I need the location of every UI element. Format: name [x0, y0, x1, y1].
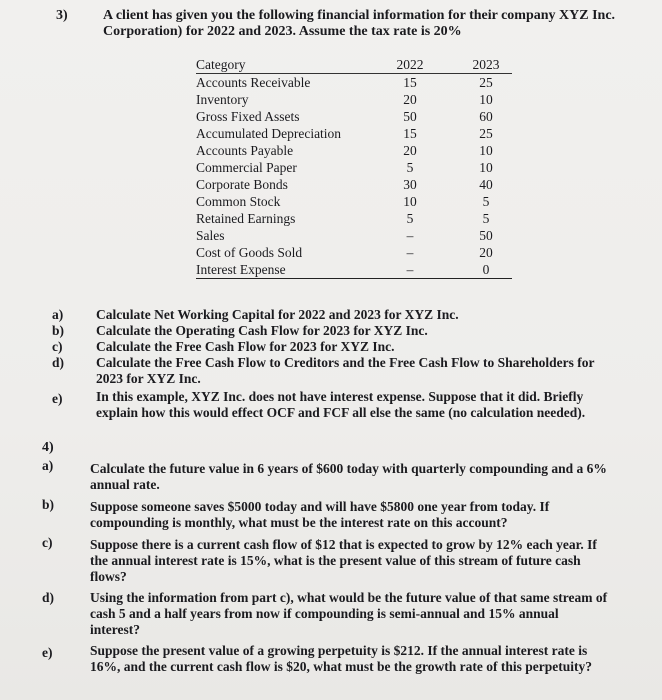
row-category: Interest Expense: [196, 261, 384, 279]
row-value-2022: 30: [403, 177, 417, 192]
question-3-intro-line2: Corporation) for 2022 and 2023. Assume the tax rate is 20%: [103, 24, 462, 39]
q3-item-a-label: a): [52, 307, 64, 322]
q3-item-c-text: Calculate the Free Cash Flow for 2023 for XYZ Inc.: [96, 339, 395, 354]
question-4-number: 4): [42, 440, 54, 455]
q3-item-e-text-line2: explain how this would effect OCF and FCF all else the same (no calculation needed).: [96, 405, 586, 420]
q4-item-b-line2: compounding is monthly, what must be the interest rate on this account?: [90, 515, 508, 530]
q4-item-b-line1: Suppose someone saves $5000 today and will have $5800 one year from today. If: [90, 499, 550, 514]
column-header-2023: 2023: [460, 56, 512, 74]
row-value-2023: 60: [479, 109, 493, 124]
q4-item-c-label: c): [42, 535, 53, 550]
q3-item-c-label: c): [52, 339, 63, 354]
row-category: Corporate Bonds: [196, 177, 288, 192]
q4-item-a-line1: Calculate the future value in 6 years of $600 today with quarterly compounding and a 6%: [90, 461, 607, 476]
table-row: [196, 159, 512, 176]
column-gap: [436, 56, 460, 74]
q4-item-d-label: d): [42, 590, 55, 605]
financial-table: [196, 56, 512, 279]
q3-item-a-text: Calculate Net Working Capital for 2022 and 2023 for XYZ Inc.: [96, 307, 459, 322]
table-header-row: [196, 56, 512, 74]
row-value-2022: –: [384, 261, 436, 279]
q3-item-e-label: e): [52, 391, 63, 406]
row-value-2023: 10: [479, 160, 493, 175]
q4-item-d-line2: cash 5 and a half years from now if compounding is semi-annual and 15% annual: [90, 606, 559, 621]
q4-item-b-label: b): [42, 497, 55, 512]
row-category: Cost of Goods Sold: [196, 245, 303, 260]
row-value-2023: 5: [482, 211, 490, 226]
row-category: Accumulated Depreciation: [196, 126, 342, 141]
row-value-2022: 50: [403, 109, 417, 124]
row-value-2022: –: [406, 228, 414, 243]
q4-item-c-line3: flows?: [90, 569, 127, 584]
table-row: [196, 193, 512, 210]
q3-item-d-label: d): [52, 355, 65, 370]
q4-item-c-line2: the annual interest rate is 15%, what is the present value of this stream of future cash: [90, 553, 581, 568]
table-row: [196, 227, 512, 244]
row-value-2023: 20: [479, 245, 493, 260]
q4-item-e-line2: 16%, and the current cash flow is $20, what must be the growth rate of this perpetuity?: [90, 659, 592, 674]
row-value-2023: 5: [482, 194, 490, 209]
table-row: [196, 125, 512, 142]
question-3-number: 3): [56, 8, 68, 23]
row-category: Commercial Paper: [196, 160, 297, 175]
q3-item-b-text: Calculate the Operating Cash Flow for 2023 for XYZ Inc.: [96, 323, 428, 338]
q4-item-a-line2: annual rate.: [90, 477, 160, 492]
q4-item-e-line1: Suppose the present value of a growing perpetuity is $212. If the annual interest rate is: [90, 643, 588, 658]
row-value-2023: 10: [479, 92, 493, 107]
row-value-2022: 5: [406, 211, 414, 226]
row-value-2022: 5: [406, 160, 414, 175]
row-value-2022: 15: [403, 126, 417, 141]
table-row: [196, 210, 512, 227]
row-value-2022: 10: [403, 194, 417, 209]
q4-item-a-label: a): [42, 458, 54, 473]
row-value-2022: 20: [403, 143, 417, 158]
row-value-2023: 10: [479, 143, 493, 158]
column-header-2022: 2022: [384, 56, 436, 74]
row-value-2022: 15: [403, 75, 417, 90]
table-row: [196, 74, 512, 92]
q4-item-d-line3: interest?: [90, 622, 140, 637]
row-value-2022: –: [406, 245, 414, 260]
row-value-2023: 25: [479, 126, 493, 141]
table-row: [196, 261, 512, 279]
column-header-category: Category: [196, 56, 384, 74]
table-row: [196, 244, 512, 261]
row-value-2023: 0: [460, 261, 512, 279]
row-category: Inventory: [196, 92, 249, 107]
q3-item-d-text-line2: 2023 for XYZ Inc.: [96, 371, 201, 386]
q3-item-d-text-line1: Calculate the Free Cash Flow to Creditors and the Free Cash Flow to Shareholders for: [96, 355, 595, 370]
row-value-2022: 20: [403, 92, 417, 107]
row-category: Accounts Receivable: [196, 75, 311, 90]
q3-item-b-label: b): [52, 323, 65, 338]
table-row: [196, 176, 512, 193]
question-3-intro-line1: A client has given you the following financial information for their company XYZ Inc.: [103, 8, 616, 23]
q3-item-e-text-line1: In this example, XYZ Inc. does not have interest expense. Suppose that it did. Briefly: [96, 389, 584, 404]
row-category: Retained Earnings: [196, 211, 296, 226]
table-row: [196, 91, 512, 108]
row-value-2023: 40: [479, 177, 493, 192]
row-category: Common Stock: [196, 194, 281, 209]
row-category: Sales: [196, 228, 225, 243]
row-category: Accounts Payable: [196, 143, 294, 158]
table-row: [196, 108, 512, 125]
q4-item-d-line1: Using the information from part c), what would be the future value of that same stream of: [90, 590, 608, 605]
row-category: Gross Fixed Assets: [196, 109, 300, 124]
row-value-2023: 25: [479, 75, 493, 90]
q4-item-c-line1: Suppose there is a current cash flow of $12 that is expected to grow by 12% each year. If: [90, 537, 597, 552]
row-value-2023: 50: [479, 228, 493, 243]
table-row: [196, 142, 512, 159]
q4-item-e-label: e): [42, 645, 53, 660]
